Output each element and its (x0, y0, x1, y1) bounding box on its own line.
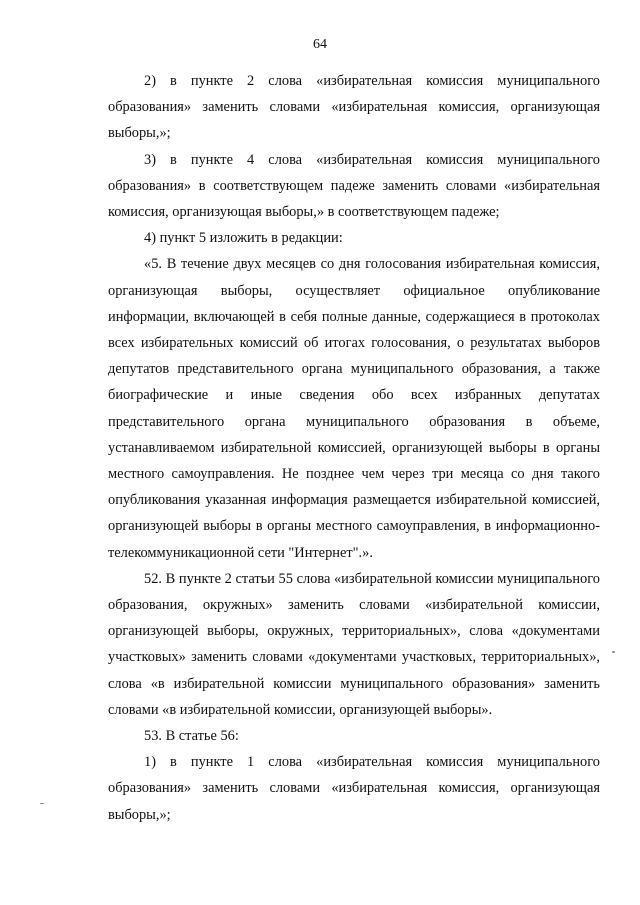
paragraph-quoted-item-5: «5. В течение двух месяцев со дня голосования избирательная комиссия, организующая выборы, осуществляет официальное опубликование информации, включающей в себя полные данные, содержащиеся в протоколах всех избирательных комиссий об итогах голосования, о результатах выборов депутатов представительного органа муниципального образования, а также биографические и иные сведения обо всех избранных депутатах представительного органа муниципального образования в объеме, устанавливаемом избирательной комиссией, организующей выборы в органы местного самоуправления. Не позднее чем через три месяца со дня такого опубликования указанная информация размещается избирательной комиссией, организующей выборы в органы местного самоуправления, в информационно-телекоммуникационной сети "Интернет".». (108, 256, 600, 561)
scan-speck (40, 803, 44, 804)
page-number: 64 (313, 37, 327, 52)
paragraph-item-1: 1) в пункте 1 слова «избирательная комиссия муниципального образования» заменить словами «избирательная комиссия, организующая выборы,»; (108, 754, 600, 823)
paragraph-section-53: 53. В статье 56: (144, 728, 239, 745)
paragraph-item-2: 2) в пункте 2 слова «избирательная комиссия муниципального образования» заменить словами «избирательная комиссия, организующая выборы,»; (108, 73, 600, 142)
paragraph-section-52: 52. В пункте 2 статьи 55 слова «избирательной комиссии муниципального образования, окружных» заменить словами «избирательной комиссии, организующей выборы, окружных, территориальных», слова «документами участковых» заменить словами «документами участковых, территориальных», слова «в избирательной комиссии муниципального образования» заменить словами «в избирательной комиссии, организующей выборы». (108, 570, 600, 718)
paragraph-item-3: 3) в пункте 4 слова «избирательная комиссия муниципального образования» в соответствующем падеже заменить словами «избирательная комиссия, организующая выборы,» в соответствующем падеже; (108, 151, 600, 221)
paragraph-item-4: 4) пункт 5 изложить в редакции: (144, 230, 343, 247)
scan-speck (612, 651, 615, 653)
document-body (108, 68, 600, 828)
